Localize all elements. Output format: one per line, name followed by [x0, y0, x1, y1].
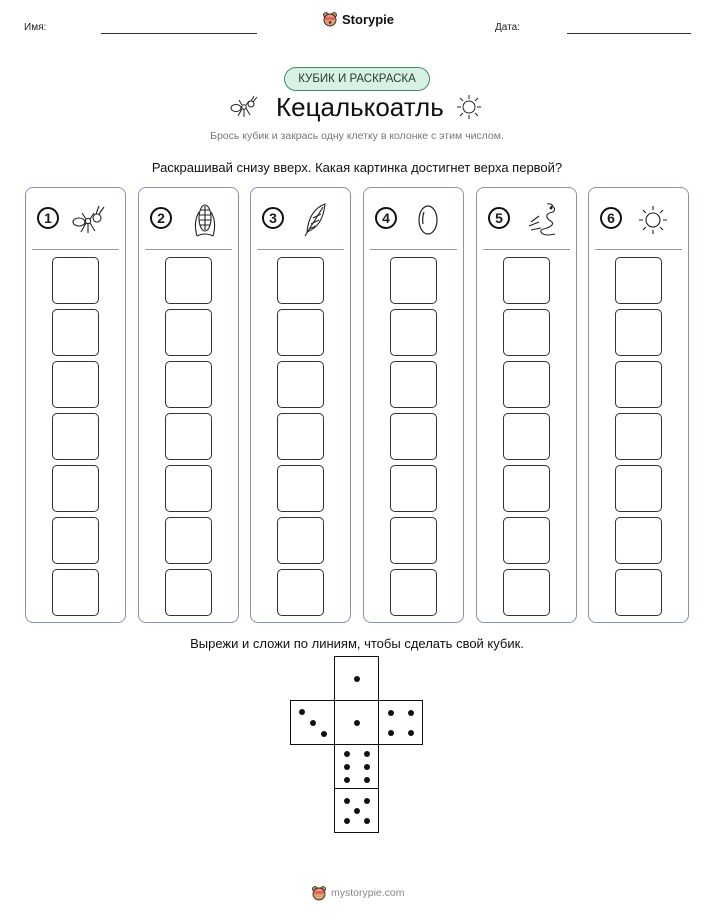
sun-title-icon: [455, 93, 483, 121]
sun-icon: [633, 202, 673, 238]
coloring-cell[interactable]: [503, 569, 550, 616]
coloring-cell[interactable]: [390, 465, 437, 512]
column-divider: [595, 249, 682, 250]
die-pip: [299, 709, 305, 715]
die-face-5: [334, 788, 379, 833]
column-header: [364, 188, 463, 250]
column-divider: [32, 249, 119, 250]
column-number: 5: [488, 207, 510, 229]
coloring-cell[interactable]: [165, 465, 212, 512]
coloring-cell[interactable]: [277, 361, 324, 408]
coloring-cell[interactable]: [277, 257, 324, 304]
die-pip: [364, 798, 370, 804]
column-header: [589, 188, 688, 250]
brand-name: Storypie: [342, 11, 395, 27]
coloring-cell[interactable]: [390, 569, 437, 616]
column-divider: [145, 249, 232, 250]
column-number: 2: [150, 207, 172, 229]
die-pip: [408, 730, 414, 736]
column-4: [363, 187, 464, 623]
column-divider: [483, 249, 570, 250]
feather-icon: [295, 202, 335, 238]
bear-icon: [322, 11, 338, 27]
coloring-cell[interactable]: [52, 465, 99, 512]
coloring-cell[interactable]: [390, 309, 437, 356]
die-face-6: [334, 744, 379, 789]
corn-icon: [183, 202, 223, 238]
serpent-icon: [521, 202, 561, 238]
coloring-cell[interactable]: [503, 361, 550, 408]
die-pip: [354, 808, 360, 814]
coloring-cell[interactable]: [165, 517, 212, 564]
die-face-1: [334, 656, 379, 701]
footer-url[interactable]: mystorypie.com: [331, 887, 405, 899]
column-header: [139, 188, 238, 250]
column-1: [25, 187, 126, 623]
coloring-cell[interactable]: [503, 257, 550, 304]
coloring-cell[interactable]: [615, 413, 662, 460]
coloring-cell[interactable]: [52, 569, 99, 616]
die-pip: [364, 751, 370, 757]
coloring-cell[interactable]: [277, 569, 324, 616]
name-line[interactable]: [101, 33, 257, 34]
name-label: Имя:: [24, 22, 47, 33]
category-badge: КУБИК И РАСКРАСКА: [284, 67, 430, 91]
subtitle: Брось кубик и закрась одну клетку в колонке с этим числом.: [210, 130, 504, 142]
coloring-cell[interactable]: [615, 517, 662, 564]
column-number: 6: [600, 207, 622, 229]
coloring-cell[interactable]: [52, 361, 99, 408]
coloring-cell[interactable]: [390, 413, 437, 460]
coloring-cell[interactable]: [165, 413, 212, 460]
coloring-cell[interactable]: [390, 361, 437, 408]
coloring-cell[interactable]: [165, 361, 212, 408]
die-face-4: [378, 700, 423, 745]
coloring-cell[interactable]: [390, 517, 437, 564]
coloring-cell[interactable]: [503, 413, 550, 460]
coloring-cell[interactable]: [165, 569, 212, 616]
coloring-cell[interactable]: [503, 465, 550, 512]
die-pip: [354, 676, 360, 682]
die-pip: [344, 777, 350, 783]
cut-instruction: Вырежи и сложи по линиям, чтобы сделать свой кубик.: [190, 636, 524, 651]
column-number: 4: [375, 207, 397, 229]
die-pip: [344, 751, 350, 757]
coloring-cell[interactable]: [503, 517, 550, 564]
die-face-1: [334, 700, 379, 745]
column-number: 3: [262, 207, 284, 229]
die-pip: [364, 764, 370, 770]
footer: [311, 885, 405, 901]
brand-logo: [322, 11, 394, 27]
column-number: 1: [37, 207, 59, 229]
die-face-3: [290, 700, 335, 745]
coloring-cell[interactable]: [503, 309, 550, 356]
page-title: Кецалькоатль: [276, 92, 444, 122]
coloring-cell[interactable]: [615, 465, 662, 512]
die-pip: [321, 731, 327, 737]
coloring-cell[interactable]: [277, 309, 324, 356]
ant-title-icon: [229, 95, 261, 119]
die-pip: [408, 710, 414, 716]
die-pip: [364, 777, 370, 783]
coloring-cell[interactable]: [390, 257, 437, 304]
column-header: [477, 188, 576, 250]
column-5: [476, 187, 577, 623]
coloring-cell[interactable]: [52, 309, 99, 356]
die-pip: [344, 818, 350, 824]
column-divider: [257, 249, 344, 250]
coloring-cell[interactable]: [52, 257, 99, 304]
coloring-cell[interactable]: [277, 413, 324, 460]
coloring-cell[interactable]: [165, 257, 212, 304]
bear-footer-icon: [311, 885, 327, 901]
die-pip: [364, 818, 370, 824]
ant-icon: [70, 202, 110, 238]
die-pip: [354, 720, 360, 726]
egg-icon: [408, 202, 448, 238]
coloring-cell[interactable]: [615, 257, 662, 304]
column-3: [250, 187, 351, 623]
die-pip: [310, 720, 316, 726]
column-header: [26, 188, 125, 250]
column-2: [138, 187, 239, 623]
coloring-cell[interactable]: [52, 517, 99, 564]
die-pip: [344, 798, 350, 804]
coloring-cell[interactable]: [615, 361, 662, 408]
column-header: [251, 188, 350, 250]
die-pip: [344, 764, 350, 770]
coloring-cell[interactable]: [615, 309, 662, 356]
column-6: [588, 187, 689, 623]
coloring-cell[interactable]: [277, 517, 324, 564]
coloring-cell[interactable]: [615, 569, 662, 616]
coloring-cell[interactable]: [52, 413, 99, 460]
die-pip: [388, 730, 394, 736]
die-pip: [388, 710, 394, 716]
coloring-cell[interactable]: [165, 309, 212, 356]
instruction: Раскрашивай снизу вверх. Какая картинка достигнет верха первой?: [151, 160, 563, 175]
date-line[interactable]: [567, 33, 691, 34]
date-label: Дата:: [495, 22, 520, 33]
coloring-cell[interactable]: [277, 465, 324, 512]
column-divider: [370, 249, 457, 250]
